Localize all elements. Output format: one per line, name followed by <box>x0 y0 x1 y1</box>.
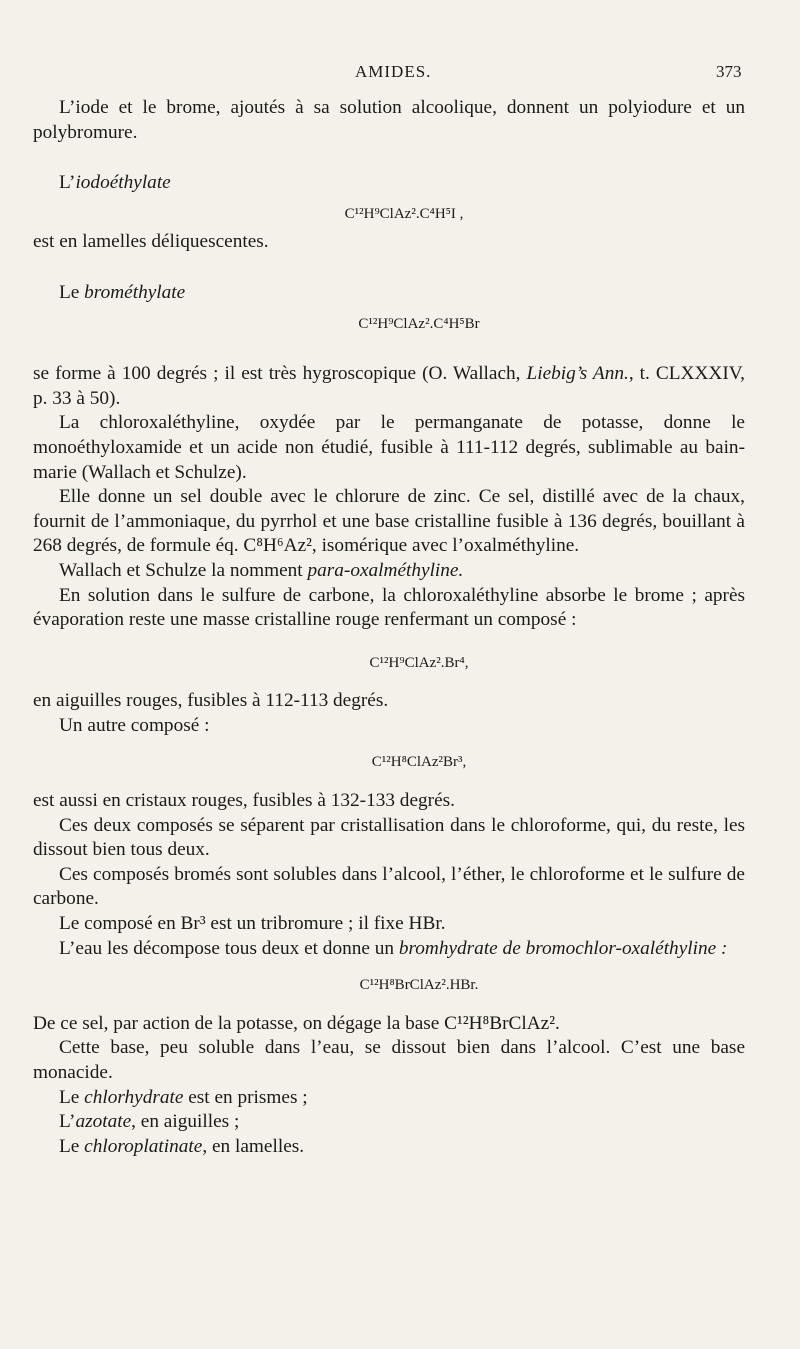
p13-br3: Br³ <box>180 913 206 935</box>
paragraph-para-oxalmethyline <box>33 559 745 584</box>
p5-text-a: Elle donne un sel double avec le chlorure de zinc. Ce sel, distillé avec de la chaux, fournit de l’ammoniaque, du pyrrhol et une base cristalline fusible à 136 degrés, bouillant à 268 degrés, de formule éq. <box>33 486 745 557</box>
p5-text-b: , isomérique avec l’oxalméthyline. <box>311 535 580 557</box>
paragraph-solubles: Ces composés bromés sont solubles dans l’alcool, l’éther, le chloroforme et le sulfure de carbone. <box>33 863 745 910</box>
chloroplatinate-term: chloroplatinate <box>84 1135 203 1157</box>
bromo-prefix: Le <box>59 281 85 303</box>
p13-text-b: est un tribromure ; il fixe HBr. <box>205 913 446 935</box>
paragraph-bromethylate <box>33 281 745 306</box>
page-header <box>0 62 800 86</box>
body-text <box>33 96 745 1159</box>
p17-prefix: Le <box>59 1086 85 1108</box>
p14-text-a: L’eau les décompose tous deux et donne un <box>59 937 399 959</box>
p15-formula: C¹²H⁸BrClAz² <box>444 1012 556 1034</box>
p18-prefix: L’ <box>59 1111 76 1133</box>
paragraph-azotate <box>33 1110 745 1135</box>
p19-suffix: , en lamelles. <box>202 1135 305 1157</box>
formula-iodoethylate: C¹²H⁹ClAz².C⁴H⁵I , <box>344 205 464 222</box>
p15-text-b: . <box>555 1012 560 1034</box>
p5-formula: C⁸H⁶Az² <box>243 535 312 557</box>
p6-text-a: Wallach et Schulze la nomment <box>59 559 308 581</box>
formula-bromhydrate: C¹²H⁸BrClAz².HBr. <box>359 977 479 994</box>
paragraph-cristaux-rouges: est aussi en cristaux rouges, fusibles à 132-133 degrés. <box>33 790 455 812</box>
p15-text-a: De ce sel, par action de la potasse, on dégage la base <box>33 1012 445 1034</box>
p18-suffix: , en aiguilles ; <box>131 1111 240 1133</box>
paragraph-hygroscopique <box>33 362 745 411</box>
para-oxalmethyline-term: para-oxalméthyline. <box>307 559 464 581</box>
paragraph-polyiodure: L’iode et le brome, ajoutés à sa solution alcoolique, donnent un polyiodure et un polybromure. <box>33 97 745 143</box>
paragraph-iodoethylate <box>33 171 745 196</box>
running-head: AMIDES. <box>355 62 432 81</box>
paragraph-sel-double <box>33 485 745 559</box>
formula-bromethylate: C¹²H⁹ClAz².C⁴H⁵Br <box>358 315 480 332</box>
azotate-term: azotate <box>75 1111 132 1133</box>
bromethylate-term: brométhylate <box>84 281 186 303</box>
paragraph-potasse <box>33 1012 745 1037</box>
paragraph-aiguilles-rouges: en aiguilles rouges, fusibles à 112-113 degrés. <box>33 690 389 712</box>
paragraph-chlorhydrate <box>33 1086 745 1111</box>
paragraph-oxydation: La chloroxaléthyline, oxydée par le permanganate de potasse, donne le monoéthyloxamide et un acide non étudié, fusible à 111-112 degrés, sublimable au bain-marie (Wallach et Schulze). <box>33 412 745 483</box>
page-number: 373 <box>716 62 742 81</box>
liebig-reference: Liebig’s Ann. <box>526 363 629 385</box>
iodo-prefix: L’ <box>59 172 76 194</box>
paragraph-tribromure <box>33 912 745 937</box>
p19-prefix: Le <box>59 1135 85 1157</box>
p3-text-b: , t. CLXXXIV, p. 33 à 50). <box>33 363 745 409</box>
paragraph-lamelles: est en lamelles déliquescentes. <box>33 231 269 253</box>
formula-br4: C¹²H⁹ClAz².Br⁴, <box>369 654 469 671</box>
paragraph-chloroplatinate <box>33 1135 745 1160</box>
p13-text-a: Le composé en <box>59 913 181 935</box>
p17-suffix: est en prismes ; <box>183 1086 308 1108</box>
chlorhydrate-term: chlorhydrate <box>84 1086 184 1108</box>
bromhydrate-term: bromhydrate de bromochlor-oxaléthyline : <box>398 937 728 959</box>
paragraph-autre-compose: Un autre composé : <box>59 714 210 736</box>
paragraph-cristallisation: Ces deux composés se séparent par cristallisation dans le chloroforme, qui, du reste, les dissout bien tous deux. <box>33 814 745 861</box>
paragraph-bromhydrate <box>33 937 745 962</box>
formula-br3: C¹²H⁸ClAz²Br³, <box>371 754 467 771</box>
p3-text-a: se forme à 100 degrés ; il est très hygroscopique (O. Wallach, <box>33 363 527 385</box>
paragraph-base-monacide: Cette base, peu soluble dans l’eau, se dissout bien dans l’alcool. C’est une base monacide. <box>33 1037 745 1083</box>
iodoethylate-term: iodoéthylate <box>75 172 171 194</box>
paragraph-solution-brome: En solution dans le sulfure de carbone, la chloroxaléthyline absorbe le brome ; après évaporation reste une masse cristalline rouge renfermant un composé : <box>33 584 745 631</box>
